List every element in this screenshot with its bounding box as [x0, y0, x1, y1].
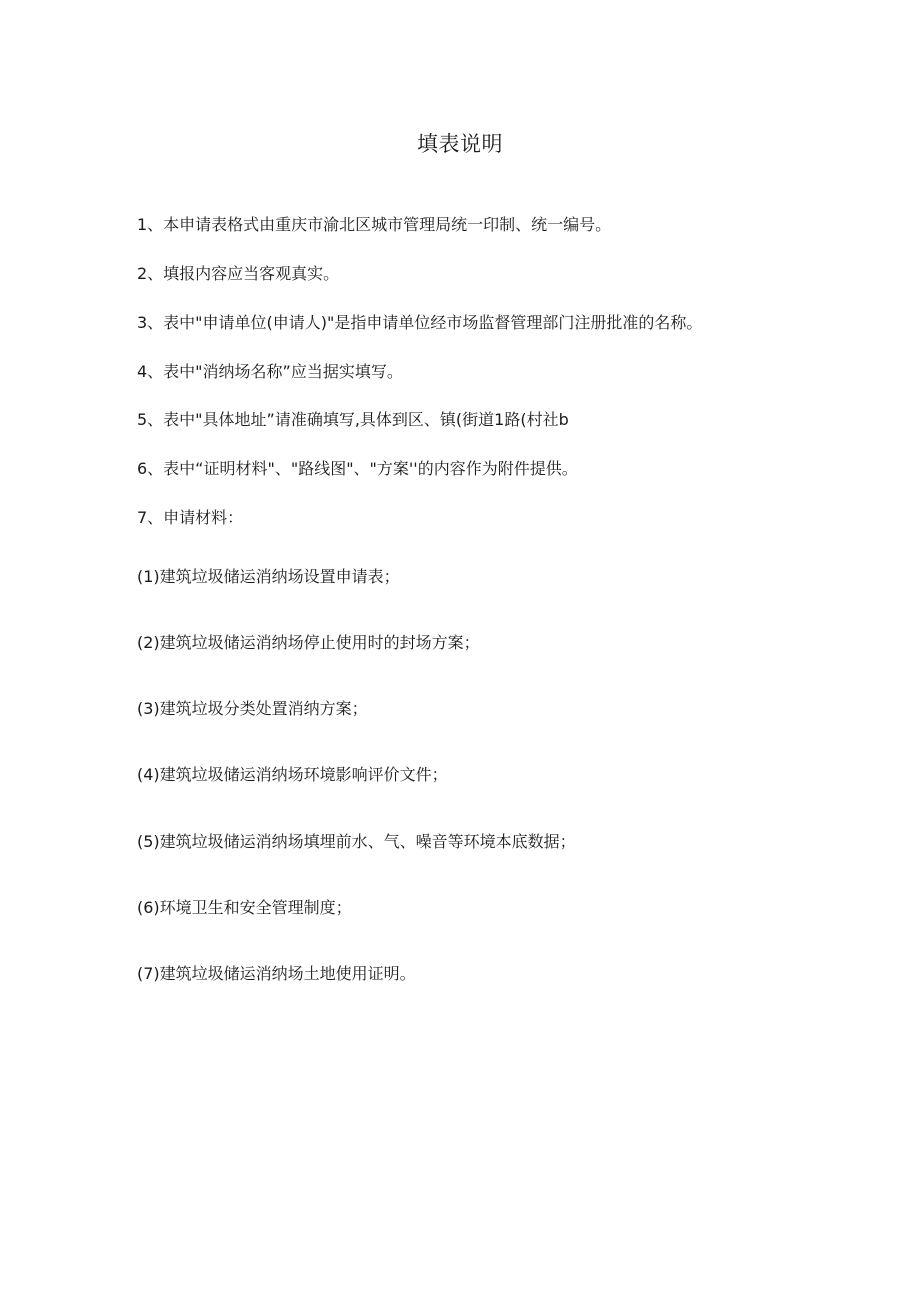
instruction-3: 3、表中"申请单位(申请人)"是指申请单位经市场监督管理部门注册批准的名称。: [137, 313, 703, 332]
instruction-7: 7、申请材料：: [137, 508, 244, 527]
instruction-4: 4、表中"消纳场名称”应当据实填写。: [137, 362, 403, 381]
document-title: 填表说明: [417, 132, 503, 156]
material-item-1: (1)建筑垃圾储运消纳场设置申请表；: [137, 567, 400, 586]
material-item-7: (7)建筑垃圾储运消纳场土地使用证明。: [137, 964, 416, 983]
instruction-2: 2、填报内容应当客观真实。: [137, 264, 340, 283]
material-item-5: (5)建筑垃圾储运消纳场填埋前水、气、噪音等环境本底数据；: [137, 832, 576, 851]
material-item-6: (6)环境卫生和安全管理制度；: [137, 898, 352, 917]
material-item-2: (2)建筑垃圾储运消纳场停止使用时的封场方案；: [137, 633, 480, 652]
material-item-3: (3)建筑垃圾分类处置消纳方案；: [137, 699, 368, 718]
instruction-5: 5、表中"具体地址”请准确填写,具体到区、镇(街道1路(村社b: [137, 410, 569, 429]
instruction-6: 6、表中“证明材料"、"路线图"、"方案''的内容作为附件提供。: [137, 459, 578, 478]
material-item-4: (4)建筑垃圾储运消纳场环境影响评价文件；: [137, 765, 448, 784]
instruction-1: 1、本申请表格式由重庆市渝北区城市管理局统一印制、统一编号。: [137, 215, 612, 234]
